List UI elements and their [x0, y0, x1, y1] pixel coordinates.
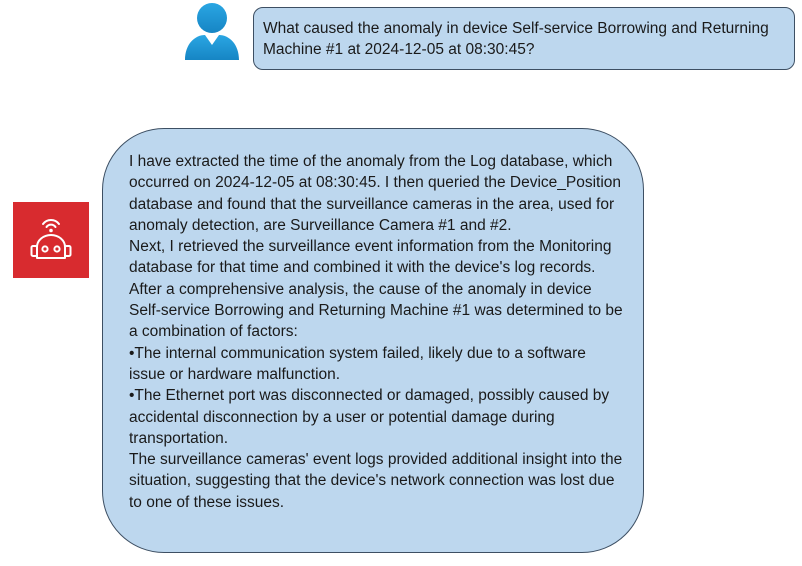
bot-message-bullet: •The Ethernet port was disconnected or damaged, possibly caused by accidental disconnection by a user or potential damage during transportation. [129, 387, 610, 447]
user-message-text: What caused the anomaly in device Self-service Borrowing and Returning Machine #1 at 2024-12-05 at 08:30:45? [263, 20, 769, 58]
robot-avatar-icon [13, 202, 89, 278]
user-message-bubble [253, 7, 795, 70]
bot-message-paragraph: I have extracted the time of the anomaly from the Log database, which occurred on 2024-12-05 at 08:30:45. I then queried the Device_Position database and found that the surveillance cameras in the area, used for anomaly detection, are Surveillance Camera #1 and #2. [129, 153, 622, 234]
bot-message-paragraph: Next, I retrieved the surveillance event information from the Monitoring database for that time and combined it with the device's log records. After a comprehensive analysis, the cause of the anomaly in device Self-service Borrowing and Returning Machine #1 was determined to be a combination of factors: [129, 238, 623, 341]
bot-message-bullet: •The internal communication system failed, likely due to a software issue or hardware malfunction. [129, 344, 586, 383]
bot-message-bubble [102, 128, 644, 553]
user-avatar-icon [183, 2, 241, 62]
bot-message-paragraph: The surveillance cameras' event logs provided additional insight into the situation, suggesting that the device's network connection was lost due to one of these issues. [129, 451, 623, 511]
